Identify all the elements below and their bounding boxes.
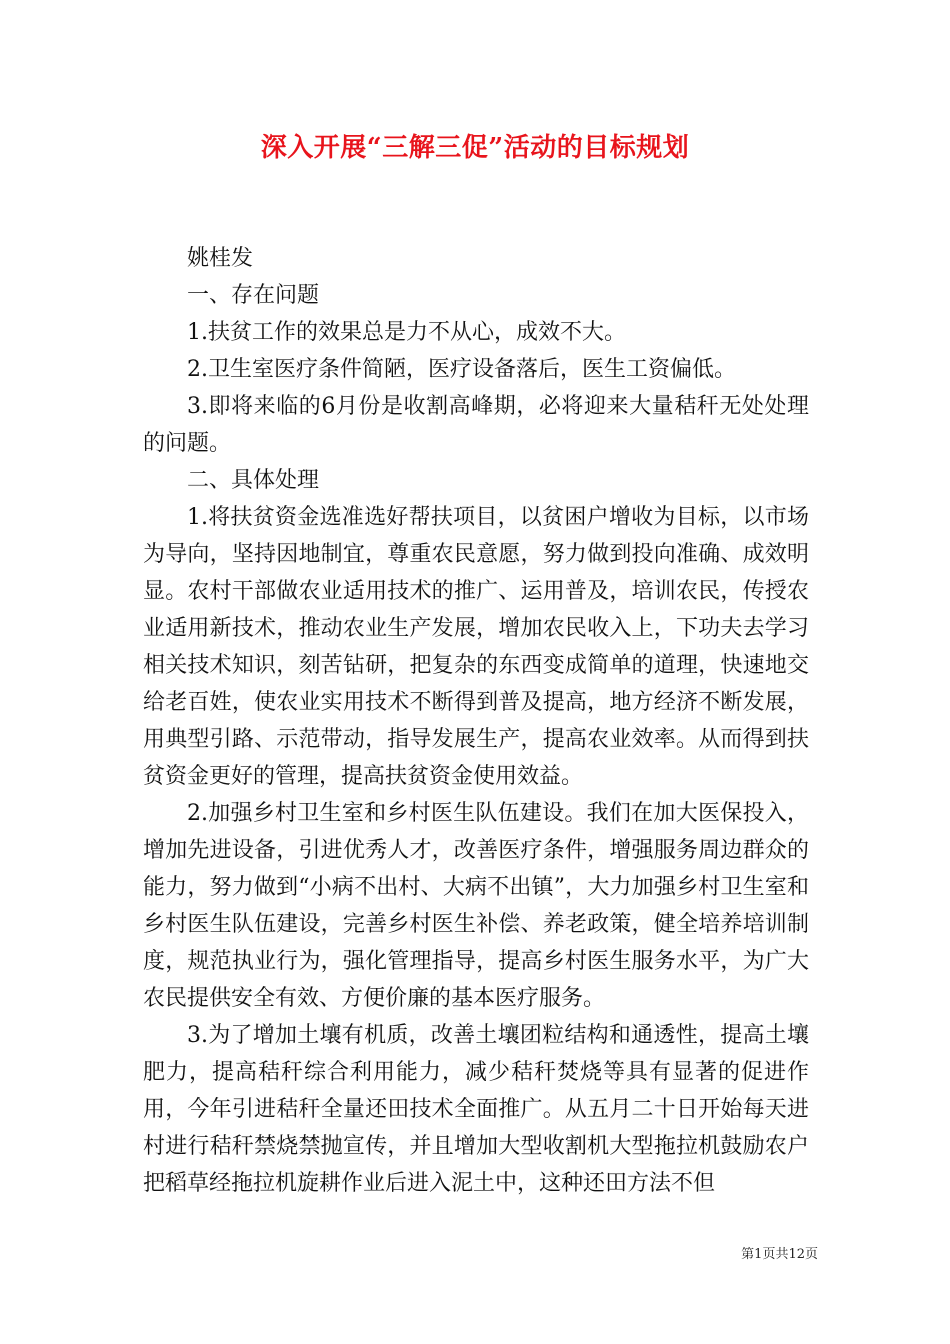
solution-paragraph-3: 3.为了增加土壤有机质，改善土壤团粒结构和通透性，提高土壤肥力，提高秸秆综合利用能力，减少秸秆焚烧等具有显著的促进作用，今年引进秸秆全量还田技术全面推广。从五月二十日开始每天进村进行秸秆禁烧禁抛宣传，并且增加大型收割机大型拖拉机鼓励农户把稻草经拖拉机旋耕作业后进入泥土中，这种还田方法不但 bbox=[143, 1023, 809, 1196]
problem-item-3: 3.即将来临的6月份是收割高峰期，必将迎来大量秸秆无处处理的问题。 bbox=[143, 394, 809, 456]
section-heading-problems: 一、存在问题 bbox=[187, 283, 320, 308]
page-number-footer: 第1页共12页 bbox=[741, 1247, 818, 1262]
problem-item-2: 2.卫生室医疗条件简陋，医疗设备落后，医生工资偏低。 bbox=[187, 357, 736, 382]
problem-item-1: 1.扶贫工作的效果总是力不从心，成效不大。 bbox=[187, 320, 626, 345]
section-heading-solutions: 二、具体处理 bbox=[187, 468, 320, 493]
solution-paragraph-2: 2.加强乡村卫生室和乡村医生队伍建设。我们在加大医保投入，增加先进设备，引进优秀人才，改善医疗条件，增强服务周边群众的能力，努力做到“小病不出村、大病不出镇”，大力加强乡村卫生室和乡村医生队伍建设，完善乡村医生补偿、养老政策，健全培养培训制度，规范执业行为，强化管理指导，提高乡村医生服务水平，为广大农民提供安全有效、方便价廉的基本医疗服务。 bbox=[143, 801, 809, 1011]
document-title: 深入开展“三解三促”活动的目标规划 bbox=[260, 133, 690, 163]
author-line: 姚桂发 bbox=[187, 246, 254, 271]
document-body bbox=[143, 240, 809, 1202]
solution-paragraph-1: 1.将扶贫资金选准选好帮扶项目，以贫困户增收为目标，以市场为导向，坚持因地制宜，尊重农民意愿，努力做到投向准确、成效明显。农村干部做农业适用技术的推广、运用普及，培训农民，传授农业适用新技术，推动农业生产发展，增加农民收入上，下功夫去学习相关技术知识，刻苦钻研，把复杂的东西变成简单的道理，快速地交给老百姓，使农业实用技术不断得到普及提高，地方经济不断发展，用典型引路、示范带动，指导发展生产，提高农业效率。从而得到扶贫资金更好的管理，提高扶贫资金使用效益。 bbox=[143, 505, 809, 789]
